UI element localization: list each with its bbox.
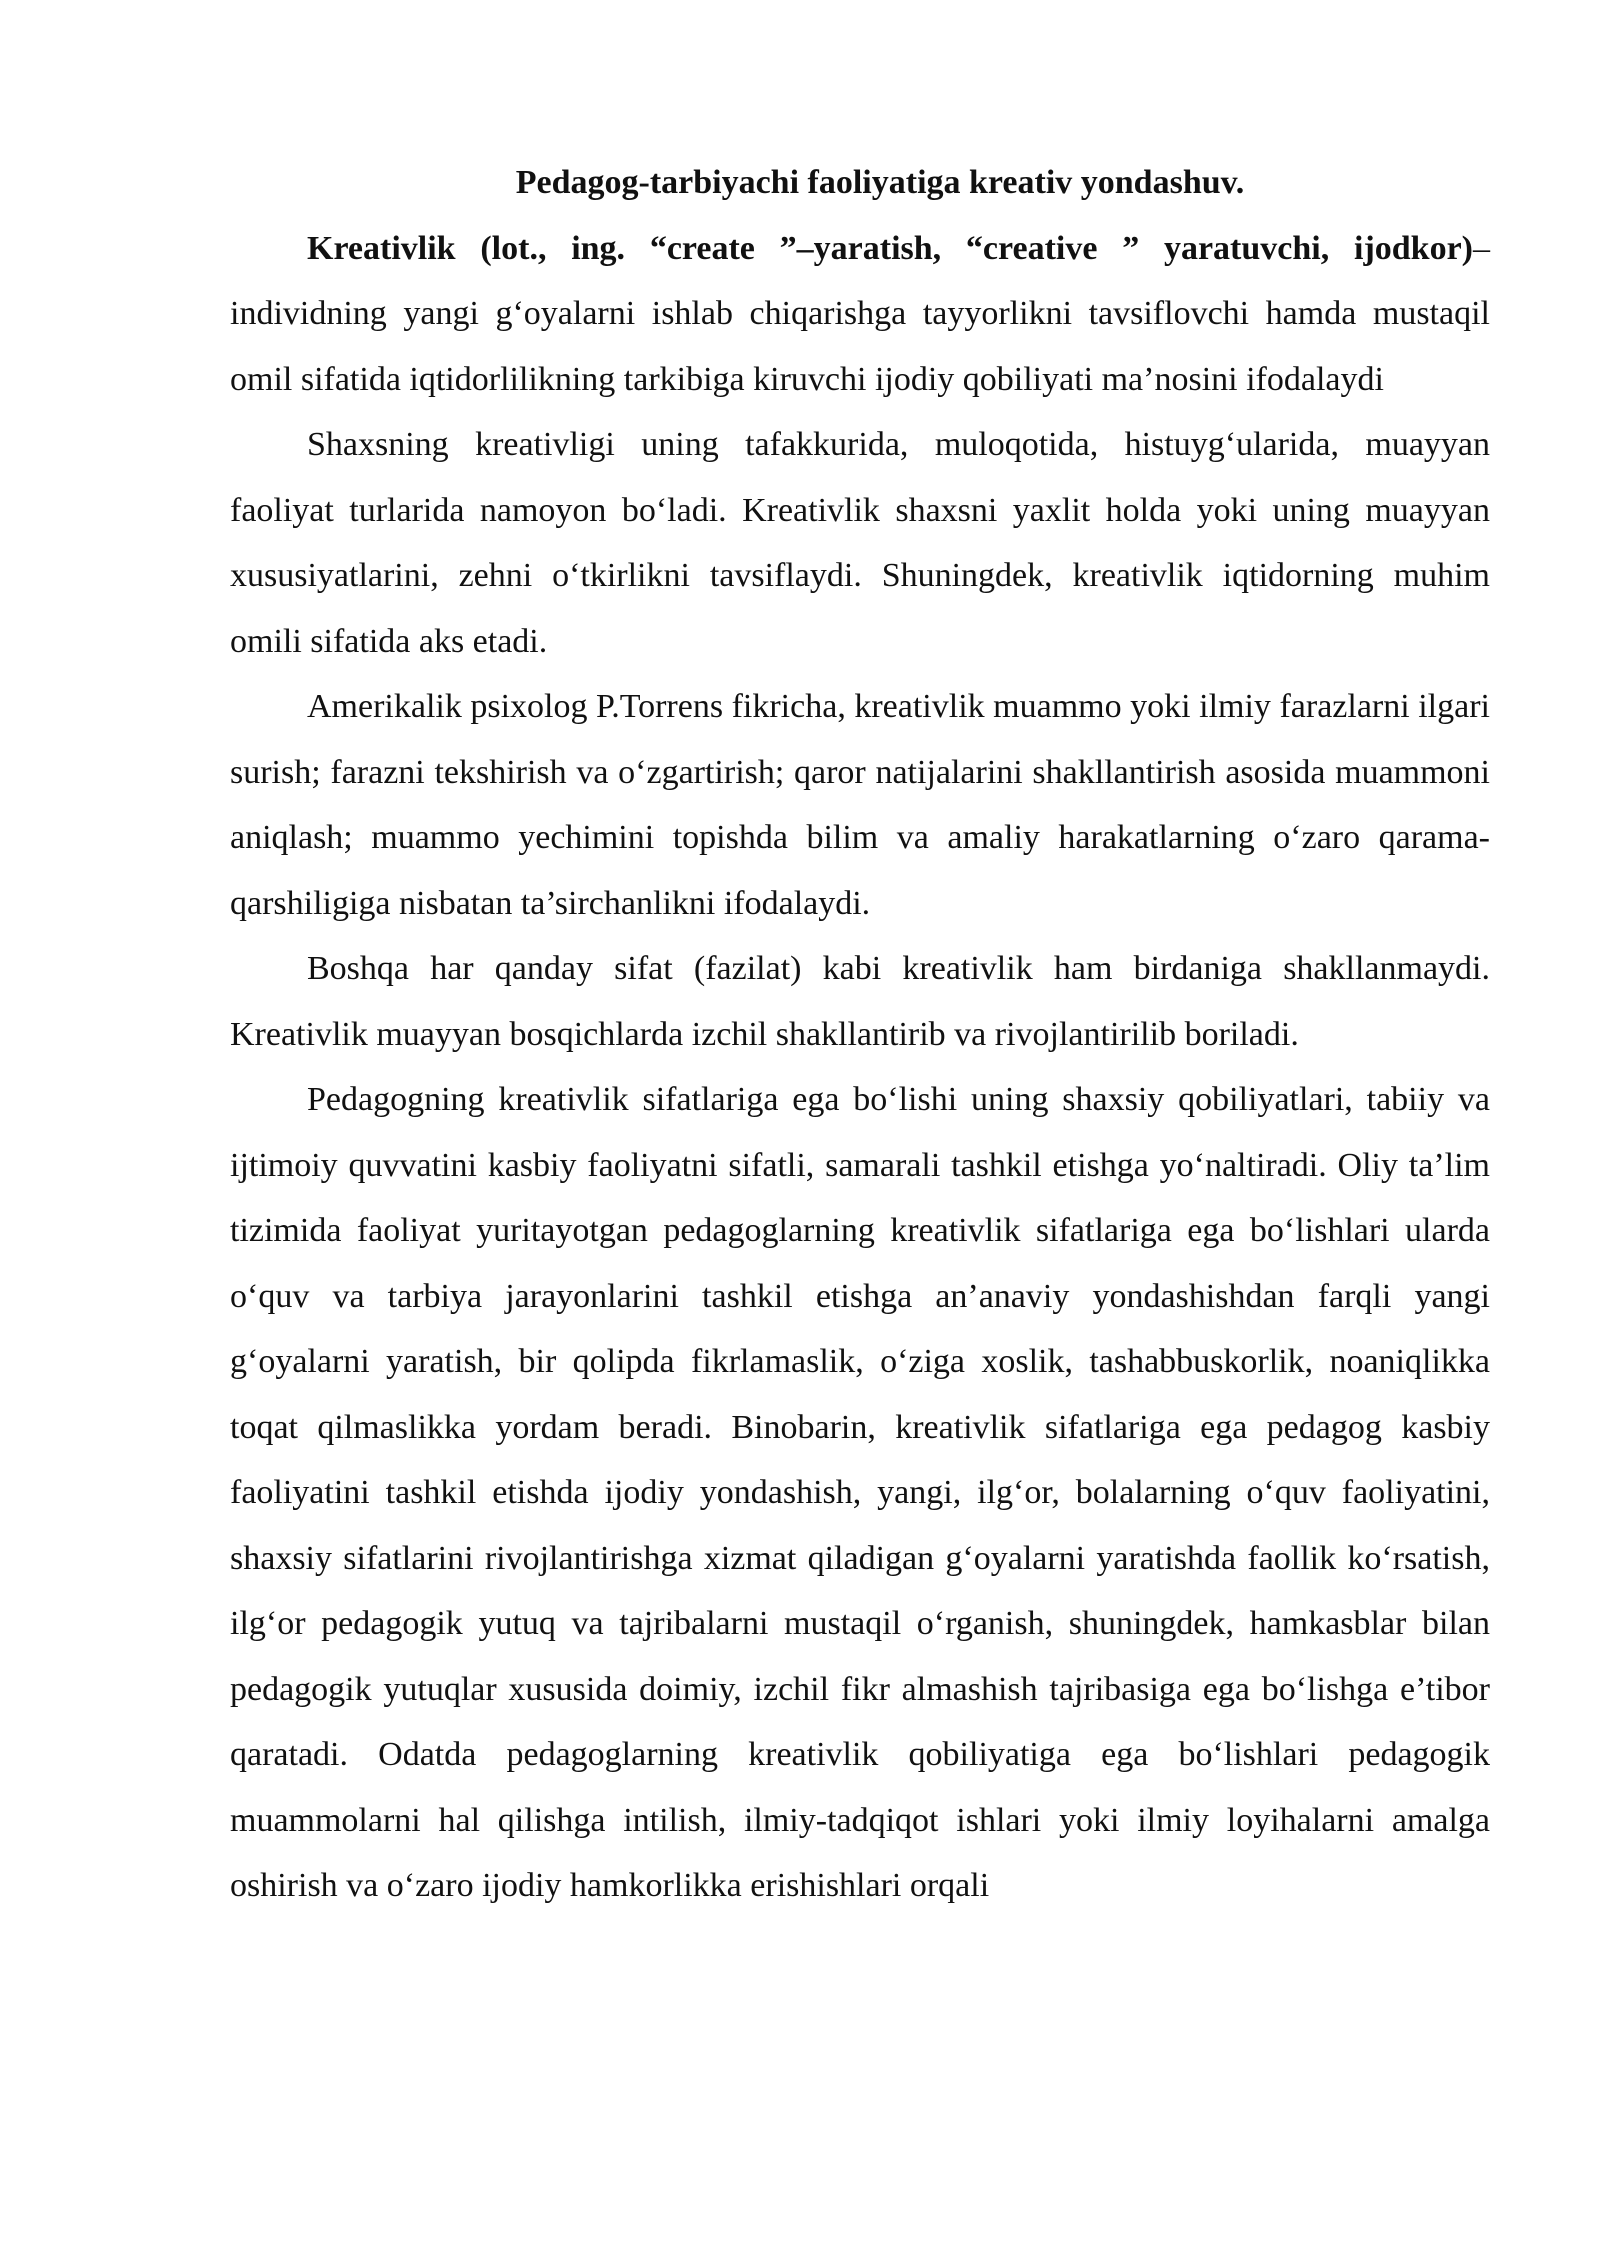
definition-paragraph (230, 216, 1490, 413)
document-body (230, 150, 1490, 1919)
document-title: Pedagog-tarbiyachi faoliyatiga kreativ yondashuv. (515, 164, 1245, 201)
paragraph-1: Shaxsning kreativligi uning tafakkurida, muloqotida, histuyg‘ularida, muayyan faoliyat turlarida namoyon bo‘ladi. Kreativlik shaxsni yaxlit holda yoki uning muayyan xususiyatlarini, zehni o‘tkirlikni tavsiflaydi. Shuningdek, kreativlik iqtidorning muhim omili sifatida aks etadi. (230, 426, 1490, 660)
paragraph-3: Boshqa har qanday sifat (fazilat) kabi kreativlik ham birdaniga shakllanmaydi. Kreativlik muayyan bosqichlarda izchil shakllantirib va rivojlantirilib boriladi. (230, 950, 1490, 1053)
paragraph-2: Amerikalik psixolog P.Torrens fikricha, kreativlik muammo yoki ilmiy farazlarni ilgari surish; farazni tekshirish va o‘zgartirish; qaror natijalarini shakllantirish asosida muammoni aniqlash; muammo yechimini topishda bilim va amaliy harakatlarning o‘zaro qarama-qarshiligiga nisbatan ta’sirchanlikni ifodalaydi. (230, 688, 1490, 922)
definition-text: – individning yangi g‘oyalarni ishlab chiqarishga tayyorlikni tavsiflovchi hamda mustaqil omil sifatida iqtidorlilikning tarkibiga kiruvchi ijodiy qobiliyati ma’nosini ifodalaydi (230, 229, 1490, 398)
definition-term: Kreativlik (lot., ing. “create ”–yaratish, “creative ” yaratuvchi, ijodkor) (307, 229, 1473, 267)
paragraph-4: Pedagogning kreativlik sifatlariga ega bo‘lishi uning shaxsiy qobiliyatlari, tabiiy va ijtimoiy quvvatini kasbiy faoliyatni sifatli, samarali tashkil etishga yo‘naltiradi. Oliy ta’lim tizimida faoliyat yuritayotgan pedagoglarning kreativlik sifatlariga ega bo‘lishlari ularda o‘quv va tarbiya jarayonlarini tashkil etishga an’anaviy yondashishdan farqli yangi g‘oyalarni yaratish, bir qolipda fikrlamaslik, o‘ziga xoslik, tashabbuskorlik, noaniqlikka toqat qilmaslikka yordam beradi. Binobarin, kreativlik sifatlariga ega pedagog kasbiy faoliyatini tashkil etishda ijodiy yondashish, yangi, ilg‘or, bolalarning o‘quv faoliyatini, shaxsiy sifatlarini rivojlantirishga xizmat qiladigan g‘oyalarni yaratishda faollik ko‘rsatish, ilg‘or pedagogik yutuq va tajribalarni mustaqil o‘rganish, shuningdek, hamkasblar bilan pedagogik yutuqlar xususida doimiy, izchil fikr almashish tajribasiga ega bo‘lishga e’tibor qaratadi. Odatda pedagoglarning kreativlik qobiliyatiga ega bo‘lishlari pedagogik muammolarni hal qilishga intilish, ilmiy-tadqiqot ishlari yoki ilmiy loyihalarni amalga oshirish va o‘zaro ijodiy hamkorlikka erishishlari orqali (230, 1081, 1490, 1904)
